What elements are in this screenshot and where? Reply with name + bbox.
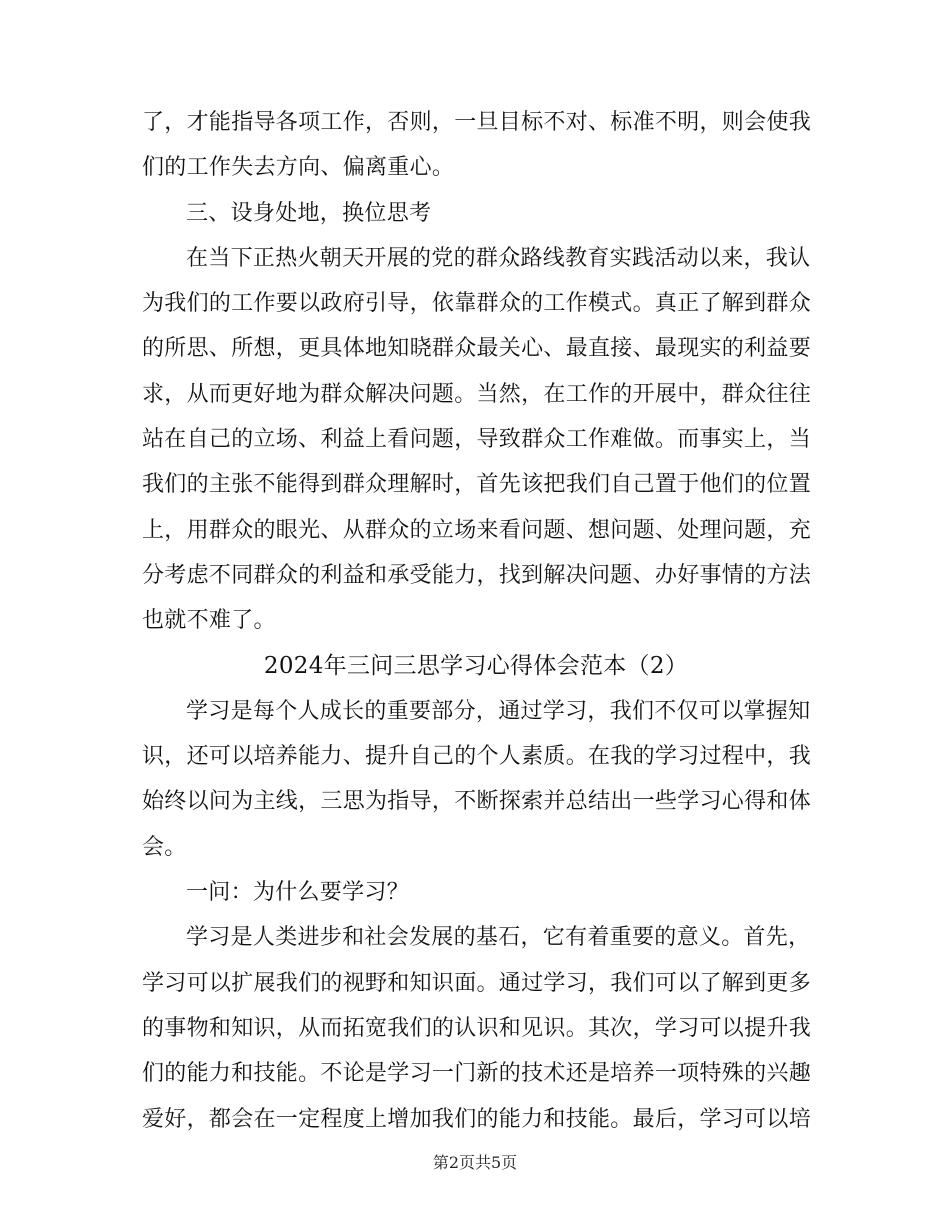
paragraph-line: 识，还可以培养能力、提升自己的个人素质。在我的学习过程中，我 — [142, 744, 812, 770]
paragraph-line: 求，从而更好地为群众解决问题。当然，在工作的开展中，群众往往 — [142, 381, 812, 407]
paragraph-line: 了，才能指导各项工作，否则，一旦目标不对、标准不明，则会使我 — [142, 110, 812, 135]
paragraph-line: 的事物和知识，从而拓宽我们的认识和见识。其次，学习可以提升我 — [142, 1015, 812, 1041]
paragraph-line: 为我们的工作要以政府引导，依靠群众的工作模式。真正了解到群众 — [142, 291, 812, 317]
document-title: 2024年三问三思学习心得体会范本（2） — [263, 652, 689, 679]
paragraph-line: 站在自己的立场、利益上看问题，导致群众工作难做。而事实上，当 — [142, 427, 812, 453]
paragraph-line: 们的能力和技能。不论是学习一门新的技术还是培养一项特殊的兴趣 — [142, 1061, 812, 1087]
paragraph-line: 上，用群众的眼光、从群众的立场来看问题、想问题、处理问题，充 — [142, 517, 812, 543]
paragraph-line: 学习可以扩展我们的视野和知识面。通过学习，我们可以了解到更多 — [142, 970, 812, 996]
section-heading: 一问：为什么要学习？ — [186, 880, 410, 906]
paragraph-line: 学习是人类进步和社会发展的基石，它有着重要的意义。首先， — [186, 925, 811, 951]
paragraph-line: 我们的主张不能得到群众理解时，首先该把我们自己置于他们的位置 — [142, 472, 812, 498]
section-heading: 三、设身处地，换位思考 — [186, 200, 432, 226]
paragraph-line: 们的工作失去方向、偏离重心。 — [142, 155, 455, 181]
paragraph-line: 也就不难了。 — [142, 608, 276, 634]
paragraph-line: 分考虑不同群众的利益和承受能力，找到解决问题、办好事情的方法 — [142, 562, 812, 588]
paragraph-line: 始终以问为主线，三思为指导，不断探索并总结出一些学习心得和体 — [142, 789, 812, 815]
paragraph-line: 的所思、所想，更具体地知晓群众最关心、最直接、最现实的利益要 — [142, 336, 812, 362]
paragraph-line: 在当下正热火朝天开展的党的群众路线教育实践活动以来，我认 — [186, 245, 811, 271]
paragraph-line: 爱好，都会在一定程度上增加我们的能力和技能。最后，学习可以培 — [142, 1106, 812, 1132]
document-body — [142, 100, 810, 1142]
paragraph-line: 学习是每个人成长的重要部分，通过学习，我们不仅可以掌握知 — [186, 698, 811, 724]
paragraph-line: 会。 — [142, 834, 187, 860]
page-number-footer: 第2页共5页 — [432, 1153, 518, 1172]
